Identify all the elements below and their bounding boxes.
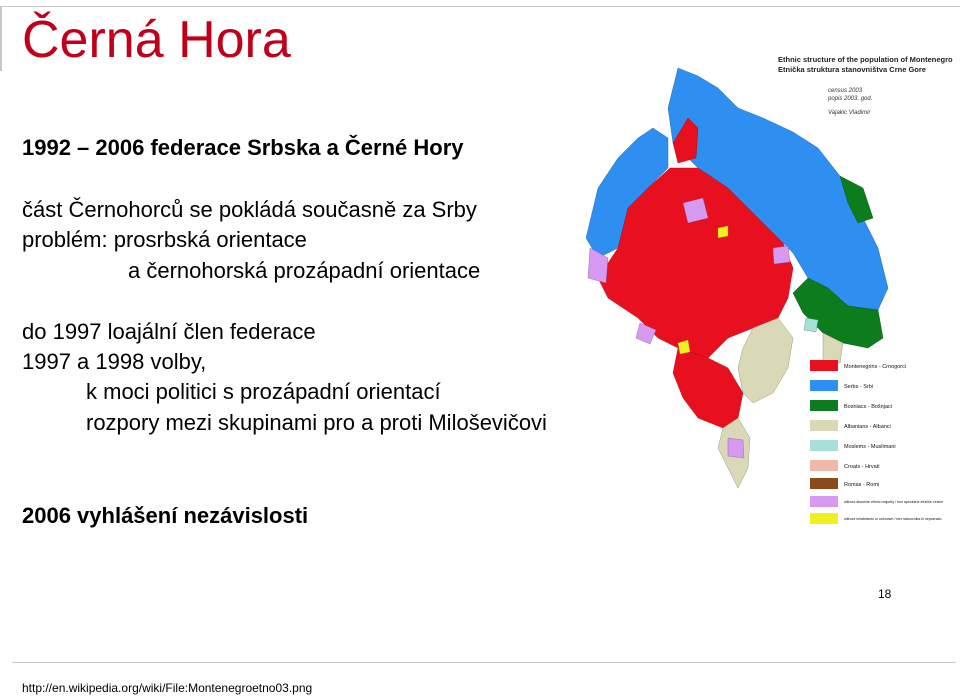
- legend-swatch-muslims: [810, 440, 838, 451]
- text-line-problem: problém: prosrbská orientace: [22, 227, 307, 252]
- legend-swatch-montenegrins: [810, 360, 838, 371]
- legend-label-muslims: Moslems - Muslimani: [844, 444, 896, 450]
- map-title-local: Etnička struktura stanovništva Crne Gore: [778, 65, 926, 74]
- map-title-en: Ethnic structure of the population of Montenegro: [778, 55, 953, 64]
- legend-label-montenegrins: Montenegrins - Crnogorci: [844, 364, 907, 370]
- legend-label-roma: Romas - Romi: [844, 482, 880, 488]
- map-author: Vajakic Vladimir: [828, 110, 871, 116]
- legend-swatch-bosniacs: [810, 400, 838, 411]
- text-line-serbs: část Černohorců se pokládá současně za Srby: [22, 197, 477, 222]
- map-legend: [810, 360, 943, 524]
- legend-swatch-albanians: [810, 420, 838, 431]
- map-region-unknown-2: [718, 226, 728, 238]
- legend-label-croats: Croats - Hrvati: [844, 464, 880, 470]
- page-number: 18: [878, 587, 892, 601]
- legend-swatch-serbs: [810, 380, 838, 391]
- map-region-muslims: [804, 318, 818, 332]
- footer-divider: [12, 662, 956, 663]
- text-line-independence: 2006 vyhlášení nezávislosti: [22, 503, 309, 528]
- text-line-federation: 1992 – 2006 federace Srbska a Černé Hory: [22, 135, 464, 160]
- ethnic-map-svg: [578, 48, 958, 526]
- legend-swatch-no-majority: [810, 496, 838, 507]
- text-line-politicians: k moci politici s prozápadní orientací: [86, 379, 441, 404]
- map-census-local: popis 2003. god.: [828, 96, 873, 102]
- source-link[interactable]: http://en.wikipedia.org/wiki/File:Montenegroetno03.png: [22, 681, 313, 695]
- legend-label-bosniacs: Bosniacs - Bošnjaci: [844, 404, 892, 410]
- slide-title: Černá Hora: [22, 11, 291, 69]
- map-census: census 2003: [828, 88, 863, 94]
- map-region-no-majority-4: [773, 246, 790, 264]
- legend-swatch-unknown: [810, 513, 838, 524]
- map-region-no-majority-3: [728, 438, 744, 458]
- text-line-elections: 1997 a 1998 volby,: [22, 349, 207, 374]
- legend-swatch-croats: [810, 460, 838, 471]
- legend-label-unknown: without inhabitants or unknown / bez stanovnika ili nepoznato: [844, 517, 942, 521]
- text-line-conflicts: rozpory mezi skupinami pro a proti Miloševičovi: [86, 410, 547, 435]
- legend-label-albanians: Albanians - Albanci: [844, 424, 891, 430]
- text-line-orientation: a černohorská prozápadní orientace: [128, 258, 481, 283]
- legend-label-no-majority: without absolute ethnic majority / bez apsolutne etničke većine: [844, 500, 944, 504]
- legend-swatch-roma: [810, 478, 838, 489]
- ethnic-map-figure: [578, 48, 958, 526]
- map-region-montenegrins-south: [673, 348, 743, 428]
- text-line-loyal: do 1997 loajální člen federace: [22, 319, 316, 344]
- legend-label-serbs: Serbs - Srbi: [844, 384, 874, 390]
